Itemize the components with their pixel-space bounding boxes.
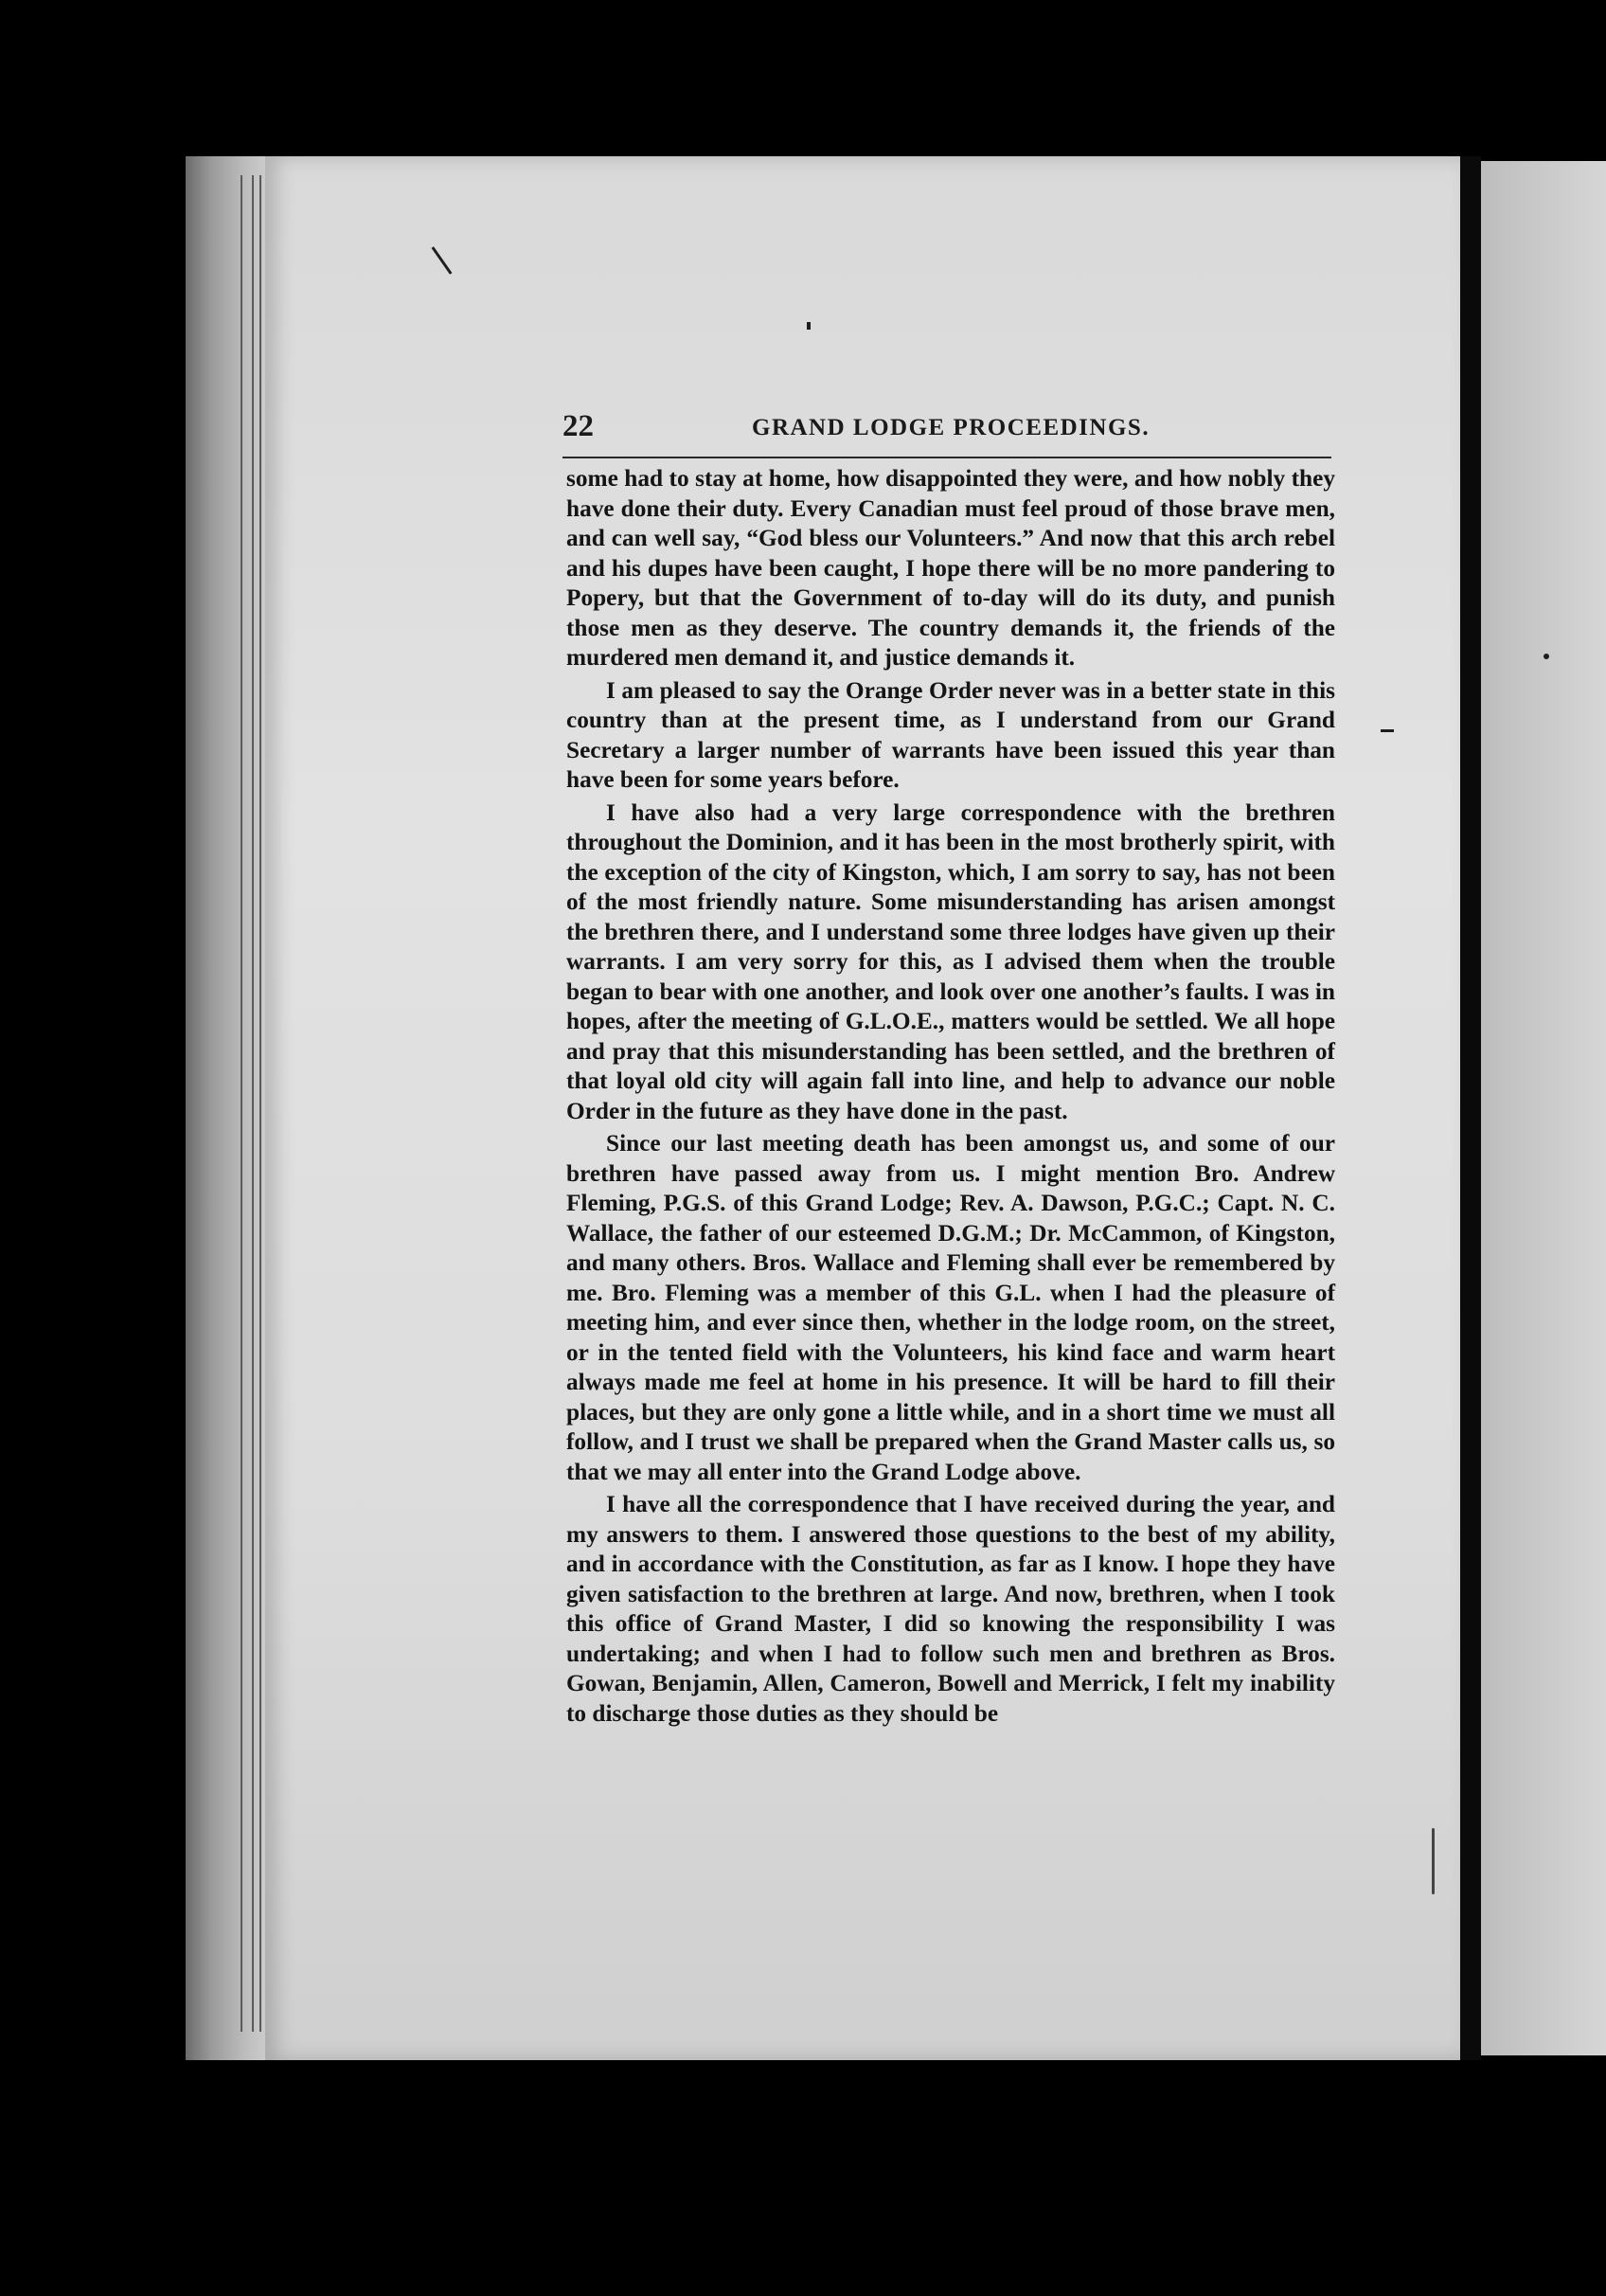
running-title: GRAND LODGE PROCEEDINGS. bbox=[752, 415, 1151, 440]
paragraph: I have also had a very large correspondence with the brethren throughout the Dominion, and it has been in the most brotherly spirit, with the exception of the city of Kingston, which, I am sorry to say, has not been of the most friendly nature. Some misunderstanding has arisen amongst the brethren there, and I understand some three lodges have given up their warrants. I am very sorry for this, as I advised them when the trouble began to bear with one another, and look over one another’s faults. I was in hopes, after the meeting of G.L.O.E., matters would be settled. We all hope and pray that this misunderstanding has been settled, and the brethren of that loyal old city will again fall into line, and help to advance our noble Order in the future as they have done in the past. bbox=[566, 798, 1335, 1124]
scan-speck bbox=[1381, 729, 1394, 732]
paragraph: some had to stay at home, how disappointed they were, and how nobly they have done their duty. Every Canadian must feel proud of those brave men, and can well say, “God bless our Volunteers.” And now that this arch rebel and his dupes have been caught, I hope there will be no more pandering to Popery, but that the Government of to-day will do its duty, and punish those men as they deserve. The country demands it, the friends of the murdered men demand it, and justice demands it. bbox=[566, 465, 1335, 671]
paragraph: I am pleased to say the Orange Order never was in a better state in this country than at the present time, as I understand from our Grand Secretary a larger number of warrants have been issued this year than have been for some years before. bbox=[566, 676, 1335, 793]
header-rule bbox=[562, 457, 1331, 458]
page-stack-edge bbox=[186, 156, 271, 2060]
scan-speck bbox=[1432, 1828, 1435, 1894]
page-number: 22 bbox=[562, 409, 594, 443]
edge-line bbox=[259, 175, 261, 2032]
running-head bbox=[562, 409, 1331, 457]
edge-line bbox=[252, 175, 254, 2032]
scan-speck bbox=[1544, 654, 1549, 659]
facing-page-edge bbox=[1481, 161, 1606, 2055]
paragraph: Since our last meeting death has been amongst us, and some of our brethren have passed away from us. I might mention Bro. Andrew Fleming, P.G.S. of this Grand Lodge; Rev. A. Dawson, P.G.C.; Capt. N. C. Wallace, the father of our esteemed D.G.M.; Dr. McCammon, of Kingston, and many others. Bros. Wallace and Fleming shall ever be remembered by me. Bro. Fleming was a member of this G.L. when I had the pleasure of meeting him, and ever since then, whether in the lodge room, on the street, or in the tented field with the Volunteers, his kind face and warm heart always made me feel at home in his presence. It will be hard to fill their places, but they are only gone a little while, and in a short time we must all follow, and I trust we shall be prepared when the Grand Master calls us, so that we may all enter into the Grand Lodge above. bbox=[566, 1130, 1335, 1485]
edge-line bbox=[241, 175, 242, 2032]
paragraph: I have all the correspondence that I have received during the year, and my answers to them. I answered those questions to the best of my ability, and in accordance with the Constitution, as far as I know. I hope they have given satisfaction to the brethren at large. And now, brethren, when I took this office of Grand Master, I did so knowing the responsibility I was undertaking; and when I had to follow such men and brethren as Bros. Gowan, Benjamin, Allen, Cameron, Bowell and Merrick, I felt my inability to discharge those duties as they should be bbox=[566, 1491, 1335, 1727]
body-text bbox=[566, 464, 1335, 1731]
scan-speck bbox=[807, 322, 811, 330]
book-gutter bbox=[1460, 156, 1481, 2060]
